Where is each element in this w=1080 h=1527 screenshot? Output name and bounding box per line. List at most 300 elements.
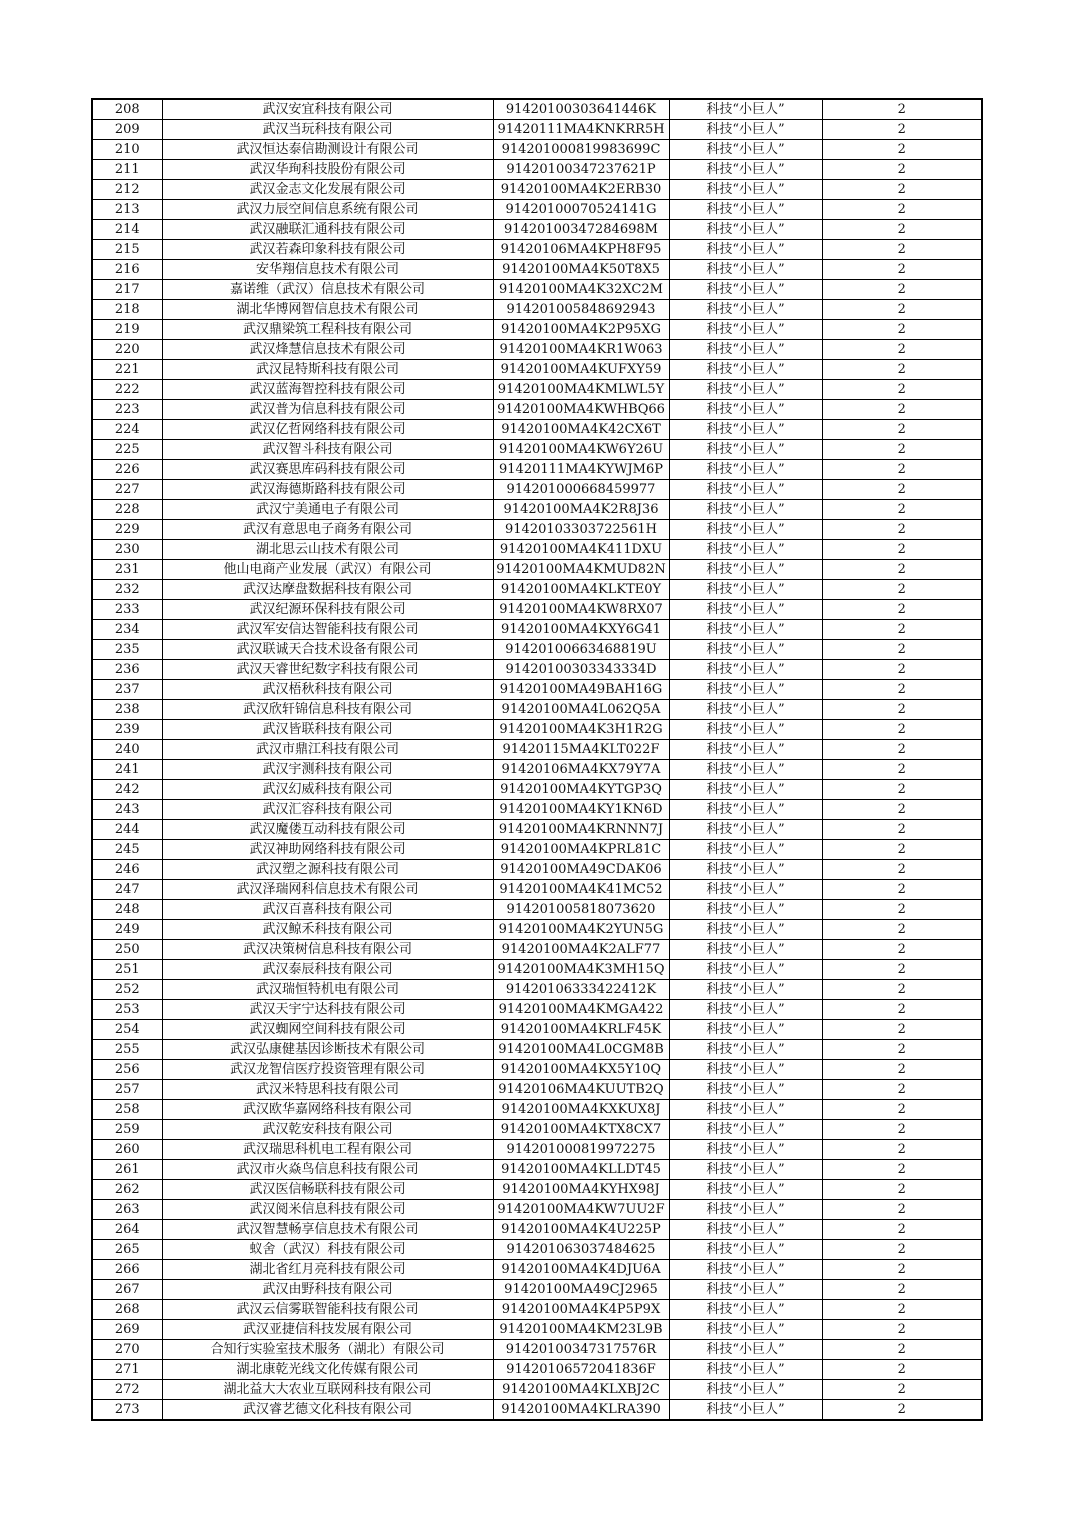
- credit-code-cell: 91420100MA4KLXBJ2C: [493, 1380, 669, 1400]
- row-number-cell: 241: [92, 760, 162, 780]
- table-row: [92, 520, 982, 540]
- category-cell: 科技“小巨人”: [669, 560, 822, 580]
- table-row: [92, 180, 982, 200]
- table-row: [92, 980, 982, 1000]
- row-number-cell: 234: [92, 620, 162, 640]
- count-cell: 2: [822, 340, 982, 360]
- table-row: [92, 1280, 982, 1300]
- table-row: [92, 420, 982, 440]
- table-row: [92, 480, 982, 500]
- credit-code-cell: 91420100MA4KUFXY59: [493, 360, 669, 380]
- credit-code-cell: 91420100MA4KLKTE0Y: [493, 580, 669, 600]
- row-number-cell: 231: [92, 560, 162, 580]
- category-cell: 科技“小巨人”: [669, 420, 822, 440]
- category-cell: 科技“小巨人”: [669, 1120, 822, 1140]
- company-name-cell: 武汉神助网络科技有限公司: [162, 840, 493, 860]
- row-number-cell: 222: [92, 380, 162, 400]
- company-name-cell: 武汉联诚天合技术设备有限公司: [162, 640, 493, 660]
- row-number-cell: 271: [92, 1360, 162, 1380]
- count-cell: 2: [822, 540, 982, 560]
- table-row: [92, 1240, 982, 1260]
- category-cell: 科技“小巨人”: [669, 580, 822, 600]
- category-cell: 科技“小巨人”: [669, 1220, 822, 1240]
- table-row: [92, 500, 982, 520]
- table-row: [92, 240, 982, 260]
- company-name-cell: 武汉塑之源科技有限公司: [162, 860, 493, 880]
- table-row: [92, 360, 982, 380]
- count-cell: 2: [822, 1240, 982, 1260]
- table-row: [92, 620, 982, 640]
- company-name-cell: 他山电商产业发展（武汉）有限公司: [162, 560, 493, 580]
- count-cell: 2: [822, 1220, 982, 1240]
- table-row: [92, 400, 982, 420]
- category-cell: 科技“小巨人”: [669, 920, 822, 940]
- company-name-cell: 武汉乾安科技有限公司: [162, 1120, 493, 1140]
- table-row: [92, 1340, 982, 1360]
- category-cell: 科技“小巨人”: [669, 1020, 822, 1040]
- company-name-cell: 湖北省红月亮科技有限公司: [162, 1260, 493, 1280]
- count-cell: 2: [822, 1000, 982, 1020]
- count-cell: 2: [822, 760, 982, 780]
- company-name-cell: 武汉梧秋科技有限公司: [162, 680, 493, 700]
- row-number-cell: 213: [92, 200, 162, 220]
- count-cell: 2: [822, 1260, 982, 1280]
- category-cell: 科技“小巨人”: [669, 500, 822, 520]
- credit-code-cell: 91420100MA49CDAK06: [493, 860, 669, 880]
- category-cell: 科技“小巨人”: [669, 280, 822, 300]
- count-cell: 2: [822, 1320, 982, 1340]
- row-number-cell: 248: [92, 900, 162, 920]
- table-row: [92, 1000, 982, 1020]
- category-cell: 科技“小巨人”: [669, 680, 822, 700]
- table-row: [92, 1400, 982, 1421]
- count-cell: 2: [822, 220, 982, 240]
- table-row: [92, 1220, 982, 1240]
- count-cell: 2: [822, 1300, 982, 1320]
- company-name-cell: 武汉睿艺德文化科技有限公司: [162, 1400, 493, 1421]
- credit-code-cell: 914201000668459977: [493, 480, 669, 500]
- category-cell: 科技“小巨人”: [669, 820, 822, 840]
- category-cell: 科技“小巨人”: [669, 1200, 822, 1220]
- category-cell: 科技“小巨人”: [669, 660, 822, 680]
- category-cell: 科技“小巨人”: [669, 120, 822, 140]
- category-cell: 科技“小巨人”: [669, 380, 822, 400]
- row-number-cell: 236: [92, 660, 162, 680]
- company-name-cell: 武汉瑞思科机电工程有限公司: [162, 1140, 493, 1160]
- count-cell: 2: [822, 1400, 982, 1421]
- credit-code-cell: 91420100MA4L0CGM8B: [493, 1040, 669, 1060]
- credit-code-cell: 91420100MA4KR1W063: [493, 340, 669, 360]
- category-cell: 科技“小巨人”: [669, 1100, 822, 1120]
- company-name-cell: 武汉当玩科技有限公司: [162, 120, 493, 140]
- row-number-cell: 238: [92, 700, 162, 720]
- table-row: [92, 260, 982, 280]
- company-name-cell: 武汉军安信达智能科技有限公司: [162, 620, 493, 640]
- credit-code-cell: 91420100MA4K2P95XG: [493, 320, 669, 340]
- count-cell: 2: [822, 440, 982, 460]
- credit-code-cell: 91420100MA49CJ2965: [493, 1280, 669, 1300]
- count-cell: 2: [822, 280, 982, 300]
- company-name-cell: 武汉瑞恒特机电有限公司: [162, 980, 493, 1000]
- count-cell: 2: [822, 640, 982, 660]
- count-cell: 2: [822, 1040, 982, 1060]
- count-cell: 2: [822, 520, 982, 540]
- table-row: [92, 1080, 982, 1100]
- count-cell: 2: [822, 1140, 982, 1160]
- row-number-cell: 245: [92, 840, 162, 860]
- count-cell: 2: [822, 320, 982, 340]
- table-row: [92, 720, 982, 740]
- credit-code-cell: 91420100303343334D: [493, 660, 669, 680]
- credit-code-cell: 91420100MA4K3H1R2G: [493, 720, 669, 740]
- table-row: [92, 380, 982, 400]
- credit-code-cell: 91420100MA49BAH16G: [493, 680, 669, 700]
- table-row: [92, 1320, 982, 1340]
- credit-code-cell: 91420106MA4KPH8F95: [493, 240, 669, 260]
- company-name-cell: 湖北华博网智信息技术有限公司: [162, 300, 493, 320]
- category-cell: 科技“小巨人”: [669, 1320, 822, 1340]
- credit-code-cell: 91420100MA4KLRA390: [493, 1400, 669, 1421]
- row-number-cell: 251: [92, 960, 162, 980]
- company-name-cell: 武汉泰辰科技有限公司: [162, 960, 493, 980]
- company-name-cell: 武汉医信畅联科技有限公司: [162, 1180, 493, 1200]
- row-number-cell: 233: [92, 600, 162, 620]
- count-cell: 2: [822, 1340, 982, 1360]
- count-cell: 2: [822, 1380, 982, 1400]
- credit-code-cell: 91420100MA4KW7UU2F: [493, 1200, 669, 1220]
- row-number-cell: 212: [92, 180, 162, 200]
- table-row: [92, 1060, 982, 1080]
- row-number-cell: 261: [92, 1160, 162, 1180]
- credit-code-cell: 91420100MA4KTX8CX7: [493, 1120, 669, 1140]
- row-number-cell: 225: [92, 440, 162, 460]
- table-row: [92, 140, 982, 160]
- company-name-cell: 武汉汇容科技有限公司: [162, 800, 493, 820]
- table-row: [92, 1040, 982, 1060]
- credit-code-cell: 914201000819983699C: [493, 140, 669, 160]
- category-cell: 科技“小巨人”: [669, 300, 822, 320]
- company-name-cell: 武汉百喜科技有限公司: [162, 900, 493, 920]
- count-cell: 2: [822, 120, 982, 140]
- row-number-cell: 267: [92, 1280, 162, 1300]
- credit-code-cell: 91420100MA4KW6Y26U: [493, 440, 669, 460]
- category-cell: 科技“小巨人”: [669, 160, 822, 180]
- row-number-cell: 221: [92, 360, 162, 380]
- category-cell: 科技“小巨人”: [669, 360, 822, 380]
- row-number-cell: 262: [92, 1180, 162, 1200]
- table-row: [92, 1300, 982, 1320]
- row-number-cell: 259: [92, 1120, 162, 1140]
- count-cell: 2: [822, 1280, 982, 1300]
- company-name-cell: 武汉智斗科技有限公司: [162, 440, 493, 460]
- credit-code-cell: 91420100MA4K32XC2M: [493, 280, 669, 300]
- category-cell: 科技“小巨人”: [669, 400, 822, 420]
- table-row: [92, 740, 982, 760]
- table-row: [92, 900, 982, 920]
- category-cell: 科技“小巨人”: [669, 260, 822, 280]
- table-row: [92, 1020, 982, 1040]
- category-cell: 科技“小巨人”: [669, 1160, 822, 1180]
- category-cell: 科技“小巨人”: [669, 540, 822, 560]
- category-cell: 科技“小巨人”: [669, 1060, 822, 1080]
- row-number-cell: 216: [92, 260, 162, 280]
- count-cell: 2: [822, 160, 982, 180]
- count-cell: 2: [822, 720, 982, 740]
- count-cell: 2: [822, 1160, 982, 1180]
- table-row: [92, 660, 982, 680]
- count-cell: 2: [822, 99, 982, 120]
- count-cell: 2: [822, 300, 982, 320]
- row-number-cell: 214: [92, 220, 162, 240]
- company-name-cell: 武汉天宇宁达科技有限公司: [162, 1000, 493, 1020]
- category-cell: 科技“小巨人”: [669, 780, 822, 800]
- table-row: [92, 340, 982, 360]
- credit-code-cell: 914201005818073620: [493, 900, 669, 920]
- table-row: [92, 920, 982, 940]
- company-name-cell: 武汉昆特斯科技有限公司: [162, 360, 493, 380]
- row-number-cell: 219: [92, 320, 162, 340]
- category-cell: 科技“小巨人”: [669, 860, 822, 880]
- category-cell: 科技“小巨人”: [669, 720, 822, 740]
- count-cell: 2: [822, 800, 982, 820]
- credit-code-cell: 91420100MA4KXY6G41: [493, 620, 669, 640]
- category-cell: 科技“小巨人”: [669, 900, 822, 920]
- company-name-cell: 武汉恒达泰信勘测设计有限公司: [162, 140, 493, 160]
- count-cell: 2: [822, 560, 982, 580]
- category-cell: 科技“小巨人”: [669, 940, 822, 960]
- count-cell: 2: [822, 1360, 982, 1380]
- company-name-cell: 武汉有意思电子商务有限公司: [162, 520, 493, 540]
- credit-code-cell: 91420100MA4K41MC52: [493, 880, 669, 900]
- credit-code-cell: 91420100MA4KMUD82N: [493, 560, 669, 580]
- count-cell: 2: [822, 680, 982, 700]
- table-row: [92, 1120, 982, 1140]
- row-number-cell: 240: [92, 740, 162, 760]
- category-cell: 科技“小巨人”: [669, 320, 822, 340]
- table-row: [92, 1140, 982, 1160]
- credit-code-cell: 91420106572041836F: [493, 1360, 669, 1380]
- credit-code-cell: 91420100MA4KX5Y10Q: [493, 1060, 669, 1080]
- category-cell: 科技“小巨人”: [669, 140, 822, 160]
- row-number-cell: 235: [92, 640, 162, 660]
- category-cell: 科技“小巨人”: [669, 980, 822, 1000]
- category-cell: 科技“小巨人”: [669, 1240, 822, 1260]
- row-number-cell: 266: [92, 1260, 162, 1280]
- row-number-cell: 226: [92, 460, 162, 480]
- row-number-cell: 254: [92, 1020, 162, 1040]
- row-number-cell: 250: [92, 940, 162, 960]
- row-number-cell: 232: [92, 580, 162, 600]
- company-name-cell: 武汉决策树信息科技有限公司: [162, 940, 493, 960]
- count-cell: 2: [822, 900, 982, 920]
- company-name-cell: 合知行实验室技术服务（湖北）有限公司: [162, 1340, 493, 1360]
- category-cell: 科技“小巨人”: [669, 740, 822, 760]
- credit-code-cell: 91420100MA4K3MH15Q: [493, 960, 669, 980]
- count-cell: 2: [822, 660, 982, 680]
- table-row: [92, 760, 982, 780]
- credit-code-cell: 91420106333422412K: [493, 980, 669, 1000]
- row-number-cell: 218: [92, 300, 162, 320]
- count-cell: 2: [822, 860, 982, 880]
- table-row: [92, 160, 982, 180]
- credit-code-cell: 91420100MA4KRLF45K: [493, 1020, 669, 1040]
- count-cell: 2: [822, 200, 982, 220]
- count-cell: 2: [822, 240, 982, 260]
- credit-code-cell: 91420100MA4K2R8J36: [493, 500, 669, 520]
- category-cell: 科技“小巨人”: [669, 960, 822, 980]
- category-cell: 科技“小巨人”: [669, 840, 822, 860]
- company-name-cell: 武汉云信雾联智能科技有限公司: [162, 1300, 493, 1320]
- company-name-cell: 嘉诺维（武汉）信息技术有限公司: [162, 280, 493, 300]
- table-row: [92, 860, 982, 880]
- table-row: [92, 820, 982, 840]
- table-row: [92, 680, 982, 700]
- row-number-cell: 270: [92, 1340, 162, 1360]
- count-cell: 2: [822, 420, 982, 440]
- credit-code-cell: 91420100MA4KXKUX8J: [493, 1100, 669, 1120]
- count-cell: 2: [822, 1020, 982, 1040]
- count-cell: 2: [822, 700, 982, 720]
- row-number-cell: 265: [92, 1240, 162, 1260]
- row-number-cell: 268: [92, 1300, 162, 1320]
- table-row: [92, 960, 982, 980]
- count-cell: 2: [822, 980, 982, 1000]
- category-cell: 科技“小巨人”: [669, 1280, 822, 1300]
- row-number-cell: 239: [92, 720, 162, 740]
- category-cell: 科技“小巨人”: [669, 1300, 822, 1320]
- company-name-cell: 武汉若森印象科技有限公司: [162, 240, 493, 260]
- category-cell: 科技“小巨人”: [669, 220, 822, 240]
- company-name-cell: 武汉欧华嘉网络科技有限公司: [162, 1100, 493, 1120]
- credit-code-cell: 91420100347284698M: [493, 220, 669, 240]
- count-cell: 2: [822, 180, 982, 200]
- credit-code-cell: 91420100MA4K50T8X5: [493, 260, 669, 280]
- company-name-cell: 武汉阅米信息科技有限公司: [162, 1200, 493, 1220]
- table-row: [92, 780, 982, 800]
- company-name-cell: 武汉鲸禾科技有限公司: [162, 920, 493, 940]
- company-name-cell: 湖北康乾光线文化传媒有限公司: [162, 1360, 493, 1380]
- row-number-cell: 253: [92, 1000, 162, 1020]
- table-row: [92, 600, 982, 620]
- credit-code-cell: 914201063037484625: [493, 1240, 669, 1260]
- credit-code-cell: 91420100MA4KWHBQ66: [493, 400, 669, 420]
- row-number-cell: 260: [92, 1140, 162, 1160]
- count-cell: 2: [822, 620, 982, 640]
- category-cell: 科技“小巨人”: [669, 1380, 822, 1400]
- row-number-cell: 230: [92, 540, 162, 560]
- company-name-cell: 武汉蜘网空间科技有限公司: [162, 1020, 493, 1040]
- credit-code-cell: 91420100070524141G: [493, 200, 669, 220]
- credit-code-cell: 91420100MA4K4P5P9X: [493, 1300, 669, 1320]
- category-cell: 科技“小巨人”: [669, 1040, 822, 1060]
- row-number-cell: 249: [92, 920, 162, 940]
- row-number-cell: 244: [92, 820, 162, 840]
- company-name-cell: 武汉市火焱鸟信息科技有限公司: [162, 1160, 493, 1180]
- row-number-cell: 272: [92, 1380, 162, 1400]
- company-name-cell: 武汉泽瑞网科信息技术有限公司: [162, 880, 493, 900]
- table-row: [92, 540, 982, 560]
- company-name-cell: 湖北思云山技术有限公司: [162, 540, 493, 560]
- credit-code-cell: 91420100MA4K42CX6T: [493, 420, 669, 440]
- company-name-cell: 武汉幻威科技有限公司: [162, 780, 493, 800]
- category-cell: 科技“小巨人”: [669, 460, 822, 480]
- count-cell: 2: [822, 880, 982, 900]
- row-number-cell: 220: [92, 340, 162, 360]
- company-name-cell: 蚁舍（武汉）科技有限公司: [162, 1240, 493, 1260]
- table-row: [92, 580, 982, 600]
- category-cell: 科技“小巨人”: [669, 440, 822, 460]
- credit-code-cell: 91420100303641446K: [493, 99, 669, 120]
- credit-code-cell: 91420111MA4KYWJM6P: [493, 460, 669, 480]
- table-body: [92, 99, 982, 1420]
- table-row: [92, 440, 982, 460]
- category-cell: 科技“小巨人”: [669, 1260, 822, 1280]
- category-cell: 科技“小巨人”: [669, 200, 822, 220]
- table-row: [92, 280, 982, 300]
- credit-code-cell: 91420100MA4KMGA422: [493, 1000, 669, 1020]
- row-number-cell: 227: [92, 480, 162, 500]
- table-row: [92, 320, 982, 340]
- category-cell: 科技“小巨人”: [669, 620, 822, 640]
- company-name-cell: 武汉龙智信医疗投资管理有限公司: [162, 1060, 493, 1080]
- count-cell: 2: [822, 840, 982, 860]
- credit-code-cell: 91420106MA4KUUTB2Q: [493, 1080, 669, 1100]
- row-number-cell: 257: [92, 1080, 162, 1100]
- row-number-cell: 208: [92, 99, 162, 120]
- table-row: [92, 1160, 982, 1180]
- count-cell: 2: [822, 480, 982, 500]
- category-cell: 科技“小巨人”: [669, 1140, 822, 1160]
- credit-code-cell: 91420100MA4K4DJU6A: [493, 1260, 669, 1280]
- count-cell: 2: [822, 1080, 982, 1100]
- count-cell: 2: [822, 1120, 982, 1140]
- count-cell: 2: [822, 920, 982, 940]
- credit-code-cell: 91420100347317576R: [493, 1340, 669, 1360]
- credit-code-cell: 91420100MA4K2ALF77: [493, 940, 669, 960]
- company-list-table: [91, 98, 983, 1421]
- credit-code-cell: 91420100MA4KY1KN6D: [493, 800, 669, 820]
- category-cell: 科技“小巨人”: [669, 880, 822, 900]
- row-number-cell: 243: [92, 800, 162, 820]
- company-name-cell: 武汉亚捷信科技发展有限公司: [162, 1320, 493, 1340]
- credit-code-cell: 91420100MA4KW8RX07: [493, 600, 669, 620]
- credit-code-cell: 91420100MA4KLLDT45: [493, 1160, 669, 1180]
- company-name-cell: 武汉亿哲网络科技有限公司: [162, 420, 493, 440]
- company-name-cell: 武汉华珣科技股份有限公司: [162, 160, 493, 180]
- row-number-cell: 229: [92, 520, 162, 540]
- credit-code-cell: 91420100MA4KPRL81C: [493, 840, 669, 860]
- company-name-cell: 武汉鼎梁筑工程科技有限公司: [162, 320, 493, 340]
- category-cell: 科技“小巨人”: [669, 99, 822, 120]
- row-number-cell: 210: [92, 140, 162, 160]
- row-number-cell: 258: [92, 1100, 162, 1120]
- table-row: [92, 1380, 982, 1400]
- category-cell: 科技“小巨人”: [669, 1080, 822, 1100]
- row-number-cell: 246: [92, 860, 162, 880]
- company-name-cell: 武汉皆联科技有限公司: [162, 720, 493, 740]
- count-cell: 2: [822, 820, 982, 840]
- credit-code-cell: 91420100MA4KYTGP3Q: [493, 780, 669, 800]
- credit-code-cell: 91420100MA4KM23L9B: [493, 1320, 669, 1340]
- company-name-cell: 武汉力辰空间信息系统有限公司: [162, 200, 493, 220]
- company-name-cell: 武汉弘康健基因诊断技术有限公司: [162, 1040, 493, 1060]
- count-cell: 2: [822, 460, 982, 480]
- credit-code-cell: 91420100MA4KRNNN7J: [493, 820, 669, 840]
- row-number-cell: 247: [92, 880, 162, 900]
- credit-code-cell: 91420100MA4KMLWL5Y: [493, 380, 669, 400]
- count-cell: 2: [822, 360, 982, 380]
- credit-code-cell: 91420100MA4KYHX98J: [493, 1180, 669, 1200]
